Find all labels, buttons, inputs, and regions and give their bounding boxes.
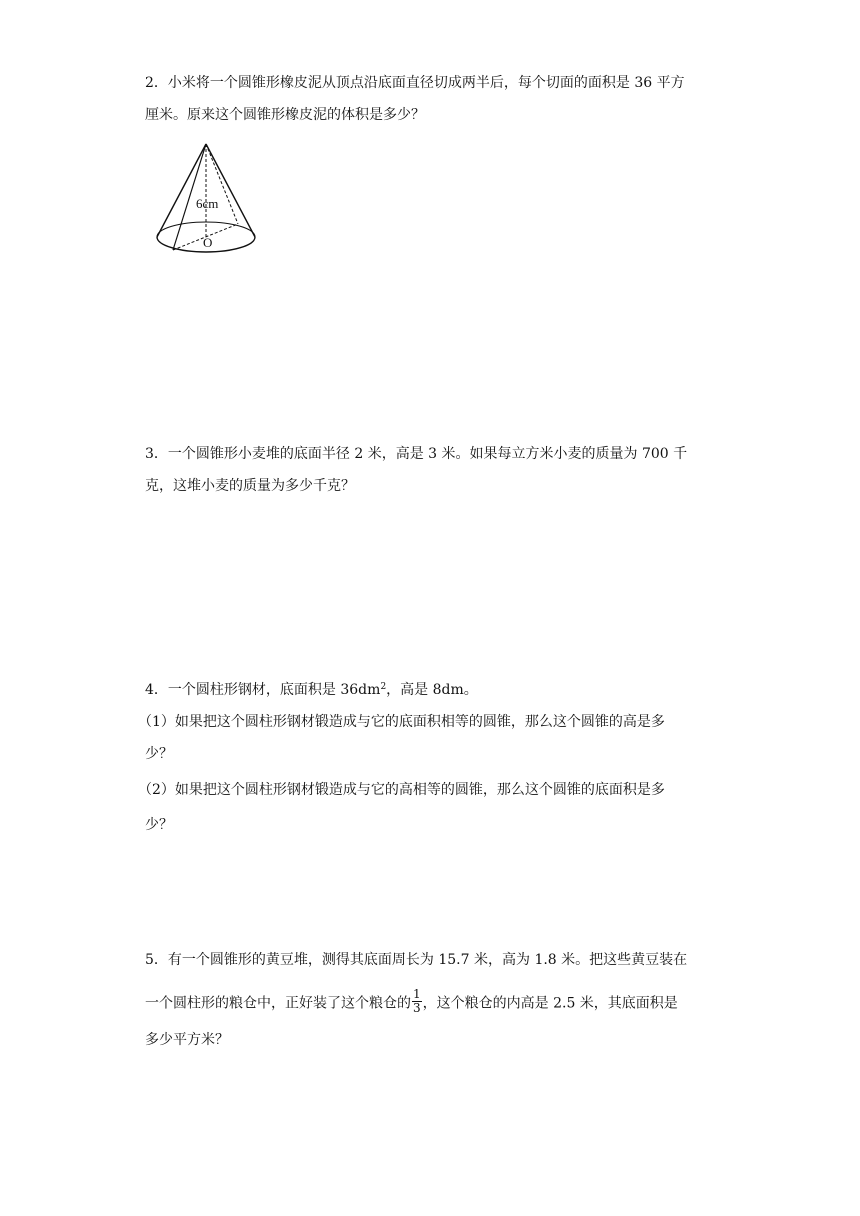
question-3-line-2: 克，这堆小麦的质量为多少千克？ (145, 478, 355, 494)
question-5-line-3: 多少平方米？ (145, 1032, 229, 1048)
question-number: 5． (145, 952, 168, 968)
cone-figure (152, 140, 262, 260)
question-number: 2． (145, 75, 168, 91)
question-4-part-2-line-2: 少？ (145, 817, 173, 833)
fraction: $\frac{1}{3}$ (413, 987, 421, 1015)
question-number: 3． (145, 446, 168, 462)
question-5-line-1: 5．有一个圆锥形的黄豆堆，测得其底面周长为 15.7 米，高为 1.8 米。把这些黄豆装在 (145, 952, 688, 968)
question-5-line-2: 一个圆柱形的粮仓中，正好装了这个粮仓的 $\frac{1}{3}$ ，这个粮仓的内高是 2.5 米，其底面积是 (145, 987, 678, 1015)
height-label: 6cm (196, 196, 219, 211)
question-4-part-2-line-1: （2）如果把这个圆柱形钢材锻造成与它的高相等的圆锥，那么这个圆锥的底面积是多 (138, 782, 665, 798)
question-number: 4． (145, 682, 168, 698)
question-4-part-1-line-2: 少？ (145, 746, 173, 762)
cut-edge-dashed (206, 144, 238, 224)
question-text: 小米将一个圆锥形橡皮泥从顶点沿底面直径切成两半后，每个切面的面积是 36 平方 (167, 75, 685, 91)
question-4-part-1-line-1: （1）如果把这个圆柱形钢材锻造成与它的底面积相等的圆锥，那么这个圆锥的高是多 (138, 714, 665, 730)
question-3-line-1 (145, 444, 687, 464)
question-2-line-2: 厘米。原来这个圆锥形橡皮泥的体积是多少？ (145, 107, 425, 123)
center-label: O (203, 235, 213, 250)
superscript: 2 (380, 682, 387, 692)
question-2-line-1 (145, 73, 685, 93)
question-4-intro: 4．一个圆柱形钢材，底面积是 $36dm^2$，高是 8dm。 (145, 682, 478, 698)
question-text: 一个圆锥形小麦堆的底面半径 2 米，高是 3 米。如果每立方米小麦的质量为 700 千 (167, 446, 688, 462)
cone-right-edge (206, 144, 255, 237)
